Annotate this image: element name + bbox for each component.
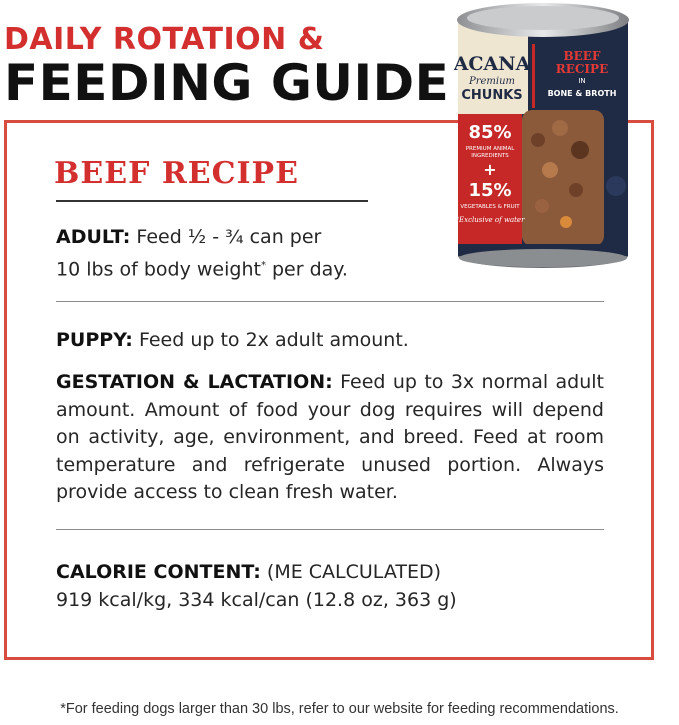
calorie-label-suffix: (ME CALCULATED) [260,561,442,583]
gestation-feeding-text [56,369,604,507]
can-pct1: 85% [468,122,512,143]
adult-text-line2: 10 lbs of body weight [56,257,261,280]
adult-footmark: * [260,259,266,271]
recipe-title: BEEF RECIPE [54,156,299,191]
adult-text-end: per day. [265,257,348,280]
gestation-text: Feed up to 3x normal adult amount. Amount of food your dog requires will depend on activity, age, environment, and breed. Feed at room temperature and refrigerate unused portion. Always provide access to clean fresh water. [56,371,605,503]
can-recipe-line1: BEEF [563,49,601,63]
calorie-label: CALORIE CONTENT: [56,561,261,583]
can-exclusive: *Exclusive of water [455,216,525,224]
gestation-label: GESTATION & LACTATION: [56,371,333,393]
can-pct1-sub1: PREMIUM ANIMAL [465,146,515,152]
recipe-title-underline [56,200,368,202]
calorie-value: 919 kcal/kg, 334 kcal/can (12.8 oz, 363 g) [56,588,457,611]
can-pct2: 15% [468,180,512,201]
can-plus: + [483,160,497,179]
can-brand-text: ACANA [454,53,531,75]
can-pct1-sub2: INGREDIENTS [471,153,509,159]
puppy-feeding-text [56,327,604,355]
adult-text: Feed ½ - ¾ can per [130,226,322,248]
heading-daily-rotation: DAILY ROTATION & [4,22,325,57]
divider-1 [56,301,604,302]
heading-feeding-guide: FEEDING GUIDE [4,54,450,112]
calorie-content [56,559,604,614]
adult-feeding-text [56,224,604,283]
can-recipe-in: IN [578,77,586,85]
can-premium-text: Premium [468,76,516,87]
puppy-text: Feed up to 2x adult amount. [132,329,409,351]
puppy-label: PUPPY: [56,329,133,351]
divider-2 [56,529,604,530]
can-chunks-text: CHUNKS [461,88,523,103]
adult-label: ADULT: [56,226,131,248]
can-recipe-line2: RECIPE [555,62,609,76]
can-pct2-sub: VEGETABLES & FRUIT [460,204,520,210]
can-broth-text: BONE & BROTH [547,89,617,98]
footnote: *For feeding dogs larger than 30 lbs, refer to our website for feeding recommendations. [60,701,619,717]
